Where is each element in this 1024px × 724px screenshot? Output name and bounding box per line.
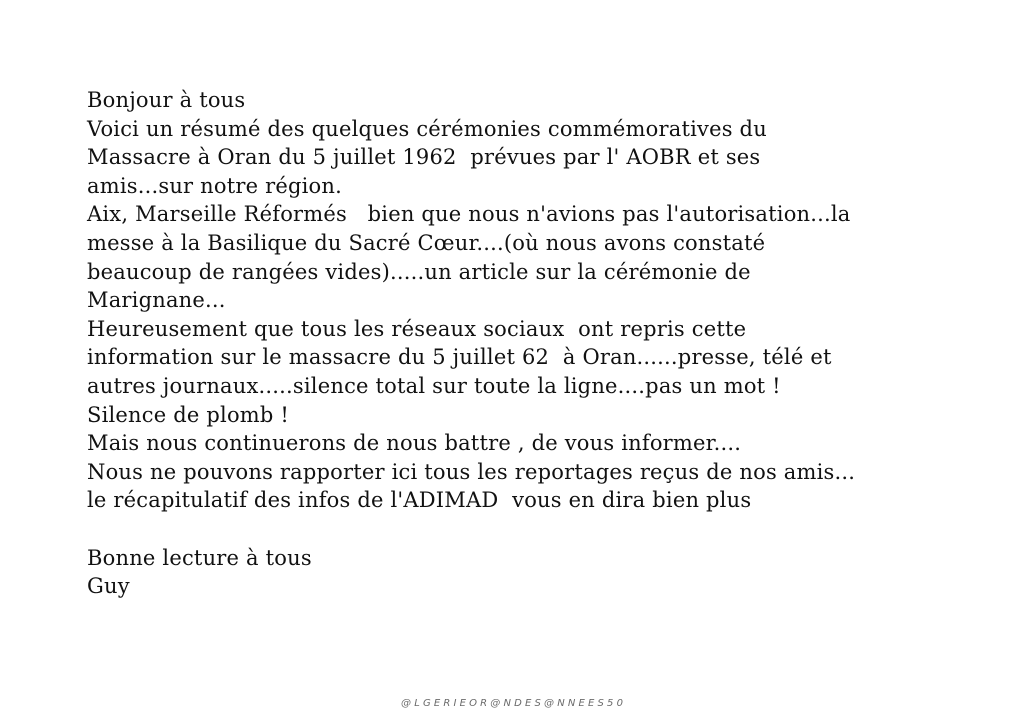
letter-signature: Guy — [87, 574, 130, 599]
letter-body — [87, 86, 987, 601]
letter-line: Heureusement que tous les réseaux sociaux ont repris cette — [87, 316, 747, 341]
letter-line: Voici un résumé des quelques cérémonies commémoratives du — [87, 116, 767, 141]
letter-line: autres journaux.....silence total sur toute la ligne....pas un mot ! — [87, 373, 781, 398]
letter-line: Marignane... — [87, 288, 226, 313]
letter-line: beaucoup de rangées vides).....un article sur la cérémonie de — [87, 259, 751, 284]
letter-greeting: Bonjour à tous — [87, 88, 246, 112]
letter-line: Aix, Marseille Réformés bien que nous n'avions pas l'autorisation...la — [87, 202, 851, 227]
letter-line: Silence de plomb ! — [87, 402, 290, 427]
blank-line — [87, 515, 987, 544]
letter-line: Massacre à Oran du 5 juillet 1962 prévues par l' AOBR et ses — [87, 145, 761, 170]
letter-line: information sur le massacre du 5 juillet 62 à Oran......presse, télé et — [87, 345, 832, 370]
letter-line: le récapitulatif des infos de l'ADIMAD vous en dira bien plus — [87, 488, 752, 513]
letter-line: Nous ne pouvons rapporter ici tous les reportages reçus de nos amis... — [87, 459, 856, 484]
letter-line: messe à la Basilique du Sacré Cœur....(où nous avons constaté — [87, 230, 766, 255]
letter-line: amis...sur notre région. — [87, 173, 342, 198]
page-footer: @ L G E R I E O R @ N D E S @ N N E E S 5 0 — [401, 698, 623, 709]
letter-line: Mais nous continuerons de nous battre , de vous informer.... — [87, 431, 742, 456]
letter-closing: Bonne lecture à tous — [87, 545, 312, 570]
